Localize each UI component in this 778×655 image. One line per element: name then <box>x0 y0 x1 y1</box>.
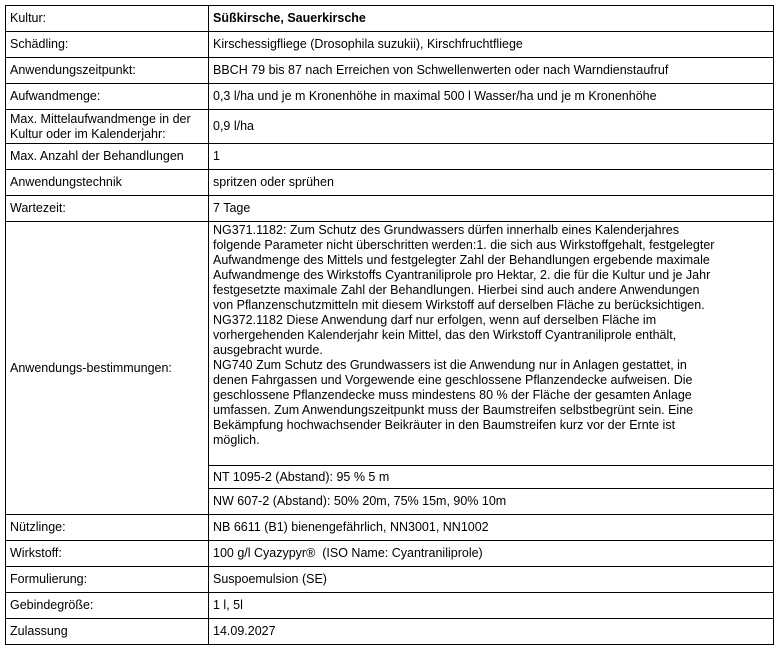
label-max-mittelaufwandmenge: Max. Mittelaufwandmenge in der Kultur oder im Kalenderjahr: <box>6 110 209 144</box>
value-anwendungszeitpunkt: BBCH 79 bis 87 nach Erreichen von Schwellenwerten oder nach Warndienstaufruf <box>209 58 774 84</box>
value-anwendungstechnik: spritzen oder sprühen <box>209 170 774 196</box>
paragraph-line: Aufwandmenge des Mittels und festgelegter Zahl der Behandlungen ergebende maximale <box>213 253 710 267</box>
paragraph-line: NG371.1182: Zum Schutz des Grundwassers dürfen innerhalb eines Kalenderjahres <box>213 223 680 237</box>
row-wirkstoff <box>6 541 774 567</box>
value-kultur: Süßkirsche, Sauerkirsche <box>209 6 774 32</box>
paragraph-line: folgende Parameter nicht überschritten werden:1. die sich aus Wirkstoffgehalt, festgelegter <box>213 238 715 252</box>
paragraph-line: geschlossene Pflanzendecke muss mindestens 80 % der Fläche der gesamten Anlage <box>213 388 692 402</box>
row-anwendungstechnik <box>6 170 774 196</box>
label-anwendungszeitpunkt: Anwendungszeitpunkt: <box>6 58 209 84</box>
label-schaedling: Schädling: <box>6 32 209 58</box>
value-max-mittelaufwandmenge: 0,9 l/ha <box>209 110 774 144</box>
paragraph-line: umfassen. Zum Anwendungszeitpunkt muss der Baumstreifen selbstbegrünt sein. Eine <box>213 403 694 417</box>
value-wirkstoff: 100 g/l Cyazypyr® (ISO Name: Cyantraniliprole) <box>209 541 774 567</box>
value-zulassung: 14.09.2027 <box>209 619 774 645</box>
row-max-mittelaufwandmenge <box>6 110 774 144</box>
row-schaedling <box>6 32 774 58</box>
value-anwendungsbestimmungen-text <box>209 222 774 466</box>
row-nuetzlinge <box>6 515 774 541</box>
label-nuetzlinge: Nützlinge: <box>6 515 209 541</box>
value-nt-abstand: NT 1095-2 (Abstand): 95 % 5 m <box>209 466 774 489</box>
label-formulierung: Formulierung: <box>6 567 209 593</box>
label-max-anzahl: Max. Anzahl der Behandlungen <box>6 144 209 170</box>
row-anwendungsbestimmungen <box>6 222 774 466</box>
paragraph-line: Aufwandmenge des Wirkstoffs Cyantraniliprole pro Hektar, 2. die für die Kultur und je Jahr <box>213 268 711 282</box>
paragraph-line: NG372.1182 Diese Anwendung darf nur erfolgen, wenn auf derselben Fläche im <box>213 313 657 327</box>
paragraph-line: denen Fahrgassen und Vorgewende eine geschlossene Pflanzendecke aufweisen. Die <box>213 373 693 387</box>
product-info-table <box>5 5 774 645</box>
row-zulassung <box>6 619 774 645</box>
row-formulierung <box>6 567 774 593</box>
value-schaedling: Kirschessigfliege (Drosophila suzukii), Kirschfruchtfliege <box>209 32 774 58</box>
row-max-anzahl <box>6 144 774 170</box>
paragraph-line: von Pflanzenschutzmitteln mit diesem Wirkstoff auf derselben Fläche zu berücksichtigen. <box>213 298 705 312</box>
label-anwendungsbestimmungen: Anwendungs-bestimmungen: <box>6 222 209 515</box>
value-wartezeit: 7 Tage <box>209 196 774 222</box>
paragraph-line: vorhergehenden Kalenderjahr kein Mittel, das den Wirkstoff Cyantraniliprole enthält, <box>213 328 677 342</box>
row-gebindegroesse <box>6 593 774 619</box>
row-kultur <box>6 6 774 32</box>
value-nuetzlinge: NB 6611 (B1) bienengefährlich, NN3001, NN1002 <box>209 515 774 541</box>
paragraph-line: Bekämpfung hochwachsender Beikräuter in den Baumstreifen kurz vor der Ernte ist <box>213 418 676 432</box>
label-wartezeit: Wartezeit: <box>6 196 209 222</box>
paragraph-line: festgesetzte maximale Zahl der Behandlungen. Hierbei sind auch andere Anwendungen <box>213 283 700 297</box>
value-formulierung: Suspoemulsion (SE) <box>209 567 774 593</box>
label-kultur: Kultur: <box>6 6 209 32</box>
label-aufwandmenge: Aufwandmenge: <box>6 84 209 110</box>
label-gebindegroesse: Gebindegröße: <box>6 593 209 619</box>
label-zulassung: Zulassung <box>6 619 209 645</box>
value-nw-abstand: NW 607-2 (Abstand): 50% 20m, 75% 15m, 90% 10m <box>209 489 774 515</box>
paragraph-line: möglich. <box>213 433 260 447</box>
row-wartezeit <box>6 196 774 222</box>
value-aufwandmenge: 0,3 l/ha und je m Kronenhöhe in maximal 500 l Wasser/ha und je m Kronenhöhe <box>209 84 774 110</box>
value-gebindegroesse: 1 l, 5l <box>209 593 774 619</box>
label-anwendungstechnik: Anwendungstechnik <box>6 170 209 196</box>
label-wirkstoff: Wirkstoff: <box>6 541 209 567</box>
paragraph-line: ausgebracht wurde. <box>213 343 323 357</box>
row-aufwandmenge <box>6 84 774 110</box>
paragraph-line: NG740 Zum Schutz des Grundwassers ist die Anwendung nur in Anlagen gestattet, in <box>213 358 687 372</box>
row-anwendungszeitpunkt <box>6 58 774 84</box>
value-max-anzahl: 1 <box>209 144 774 170</box>
